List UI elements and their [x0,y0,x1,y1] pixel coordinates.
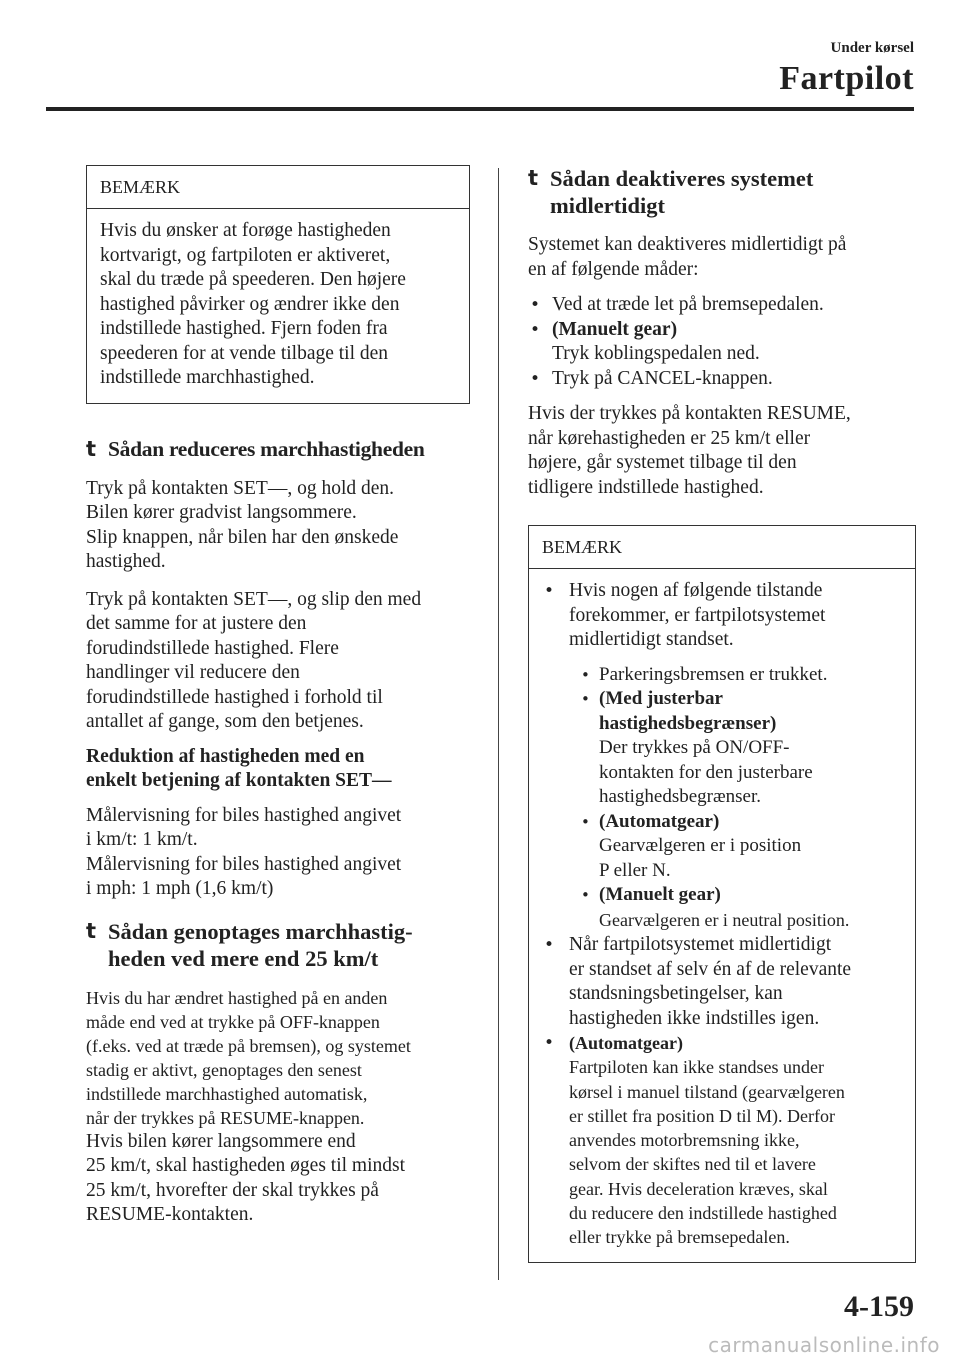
note-body [87,209,469,403]
subheading: Reduktion af hastigheden med en enkelt betjening af kontakten SET— [86,745,392,791]
list-item: • Ved at træde let på bremsepedalen. [528,293,916,318]
list-item: • (Automatgear) Fartpiloten kan ikke standses under kørsel i manuel tilstand (gearvælgeren er stillet fra position D til M). Derfor anvendes motorbremsning ikke, selvom der skiftes ned til et lavere gear. Hvis deceleration kræves, skal du reducere den indstillede hastighed eller trykke på bremsepedalen. [542,1031,902,1250]
paragraph: Tryk på kontakten SET—, og slip den med det samme for at justere den forudindstillede hastighed. Flere handlinger vil reducere den forudindstillede hastighed i forhold til antallet af gange, som den betjenes. [86,588,422,732]
section-marker-icon: t [86,918,97,943]
heading-text: Sådan deaktiveres systemet [550,166,814,191]
list-item: • Tryk på CANCEL-knappen. [528,367,916,392]
heading-text: heden ved mere end 25 km/t [108,945,379,971]
note-line: hastighed påvirker og ændrer ikke den [100,293,400,315]
note-title: BEMÆRK [87,166,469,209]
section-heading-resume [86,918,470,972]
right-column [528,165,916,1263]
paragraph: Hvis der trykkes på kontakten RESUME, når kørehastigheden er 25 km/t eller højere, går systemet tilbage til den tidligere indstillede hastighed. [528,403,851,498]
paragraph: Hvis du har ændret hastighed på en anden måde end ved at trykke på OFF-knappen (f.eks. ved at træde på bremsen), og systemet stadig er aktivt, genoptages den senest indstillede marchhastighed automatisk, når der trykkes på RESUME-knappen. [86,987,411,1128]
heading-text: Sådan reduceres marchhastigheden [108,436,425,461]
heading-text: Sådan genoptages marchhastig- [108,918,413,944]
note-body [529,569,915,1262]
note-line: skal du træde på speederen. Den højere [100,269,406,290]
column-divider [498,168,499,1280]
list-item: • Hvis nogen af følgende tilstande forekommer, er fartpilotsystemet midlertidigt standset. • Parkeringsbremsen er trukket. • (Med justerbar hastighedsbegrænser) Der trykkes på ON/OFF- kontakten for den justerbare hastighedsbegrænser. • (Automatgear) Gearvælgeren er i position P eller N. • (Manuelt gear) Gearvælgeren er i neutral position. [542,579,902,933]
paragraph: Tryk på kontakten SET—, og hold den. Bilen kører gradvist langsommere. Slip knappen, når bilen har den ønskede hastighed. [86,477,399,572]
note-line: kortvarigt, og fartpiloten er aktiveret, [100,244,391,266]
section-marker-icon: t [86,436,96,461]
note-title: BEMÆRK [529,526,915,569]
list-item: • Når fartpilotsystemet midlertidigt er standset af selv én af de relevante standsningsbetingelser, kan hastigheden ikke indstilles igen. [542,933,902,1031]
note-box-2 [528,525,916,1263]
paragraph: Målervisning for biles hastighed angivet i km/t: 1 km/t. Målervisning for biles hastighed angivet i mph: 1 mph (1,6 km/t) [86,804,402,899]
header-section: Under kørsel [830,40,914,56]
left-column [86,165,470,1228]
sub-list [569,663,902,934]
bullet-list [528,293,916,391]
bullet-list [542,579,902,1250]
sub-item: • (Automatgear) Gearvælgeren er i position P eller N. [579,810,902,884]
section-heading-deactivate [528,165,916,219]
paragraph: Hvis bilen kører langsommere end 25 km/t, skal hastigheden øges til mindst 25 km/t, hvorefter der skal trykkes på RESUME-kontakten. [86,1130,406,1225]
note-line: indstillede marchhastighed. [100,367,315,388]
section-heading-reduce [86,436,470,463]
note-line: speederen for at vende tilbage til den [100,342,389,364]
page-title: Fartpilot [779,60,914,97]
note-line: indstillede hastighed. Fjern foden fra [100,318,388,339]
sub-item: • Parkeringsbremsen er trukket. [579,663,902,688]
watermark: carmanualsonline.info [708,1333,940,1357]
header-rule [46,107,914,111]
list-item: • (Manuelt gear) Tryk koblingspedalen ned. [528,318,916,367]
sub-item: • (Manuelt gear) Gearvælgeren er i neutral position. [579,883,902,933]
page-number: 4-159 [844,1290,914,1323]
section-marker-icon: t [528,166,539,190]
paragraph: Systemet kan deaktiveres midlertidigt på en af følgende måder: [528,234,847,280]
sub-item: • (Med justerbar hastighedsbegrænser) Der trykkes på ON/OFF- kontakten for den justerbare hastighedsbegrænser. [579,687,902,810]
note-line: Hvis du ønsker at forøge hastigheden [100,220,391,241]
note-box-1 [86,165,470,404]
heading-text: midlertidigt [550,193,665,218]
